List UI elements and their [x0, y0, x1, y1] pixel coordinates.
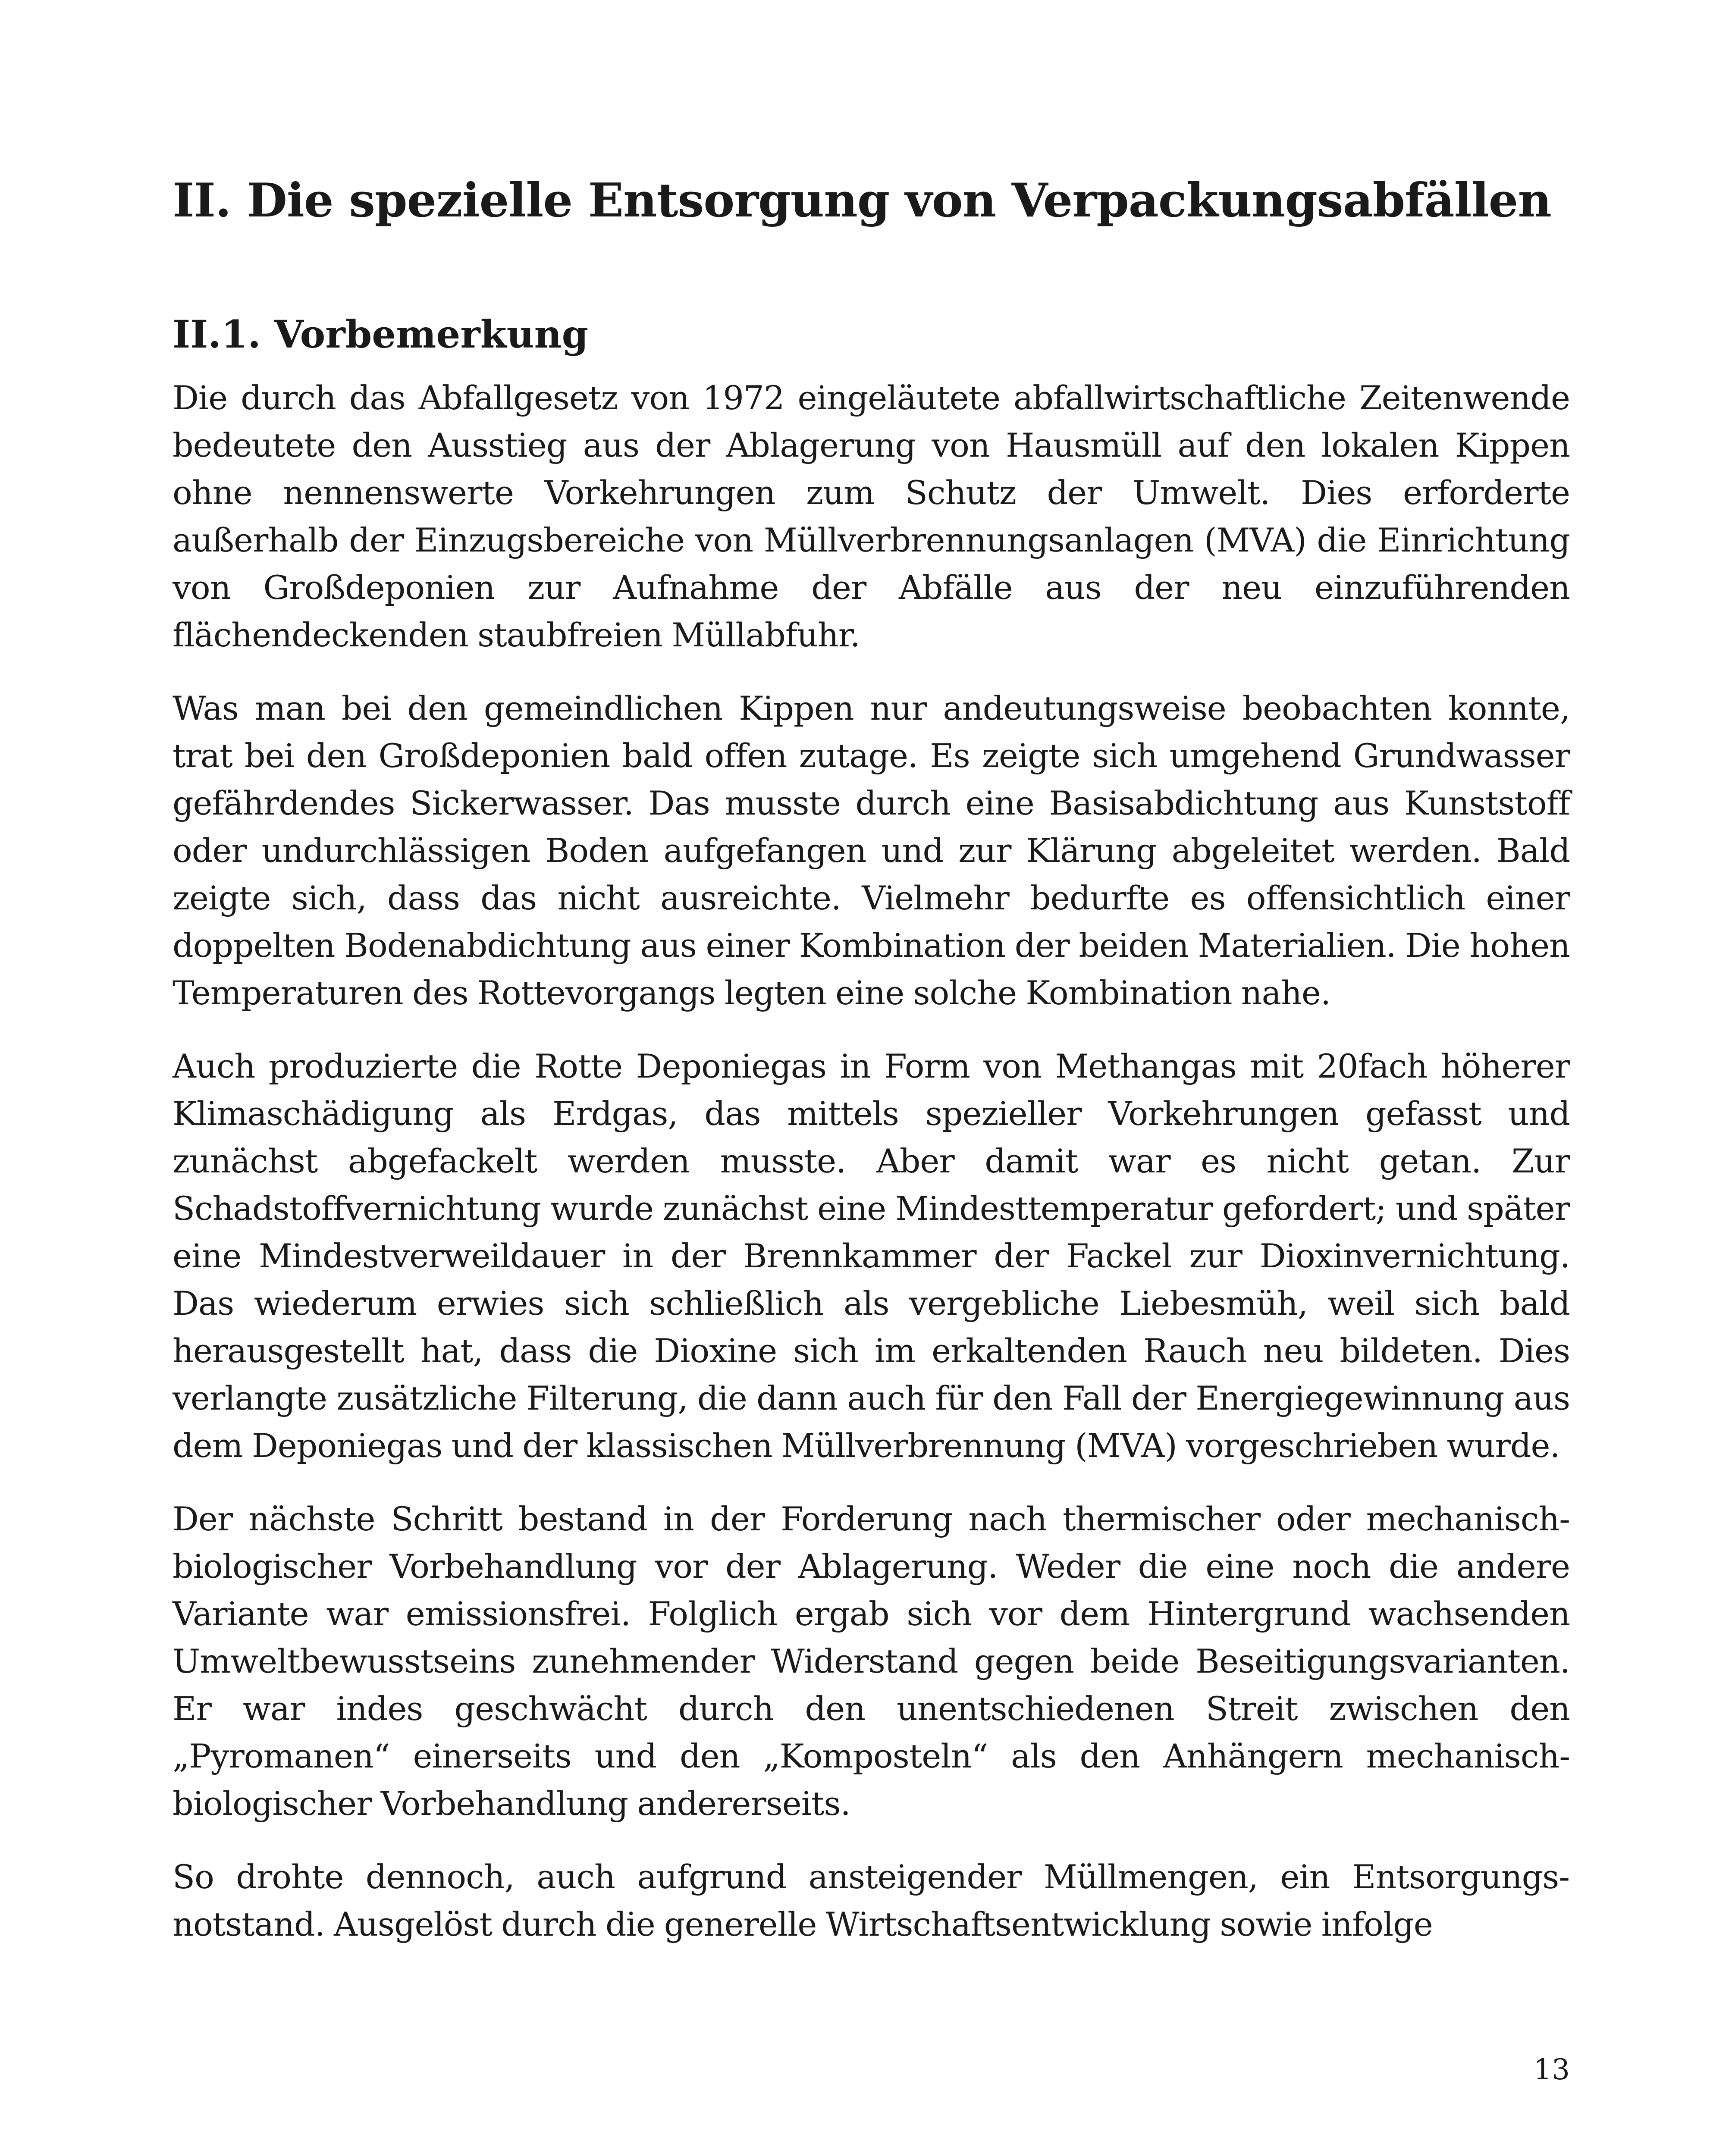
paragraph-2: Was man bei den gemeindlichen Kippen nur andeutungsweise beobachten konnte, trat bei den Großdeponien bald offen zutage. Es zeigte sich umgehend Grundwasser gefährdendes Sickerwasser. Das musste durch eine Basisabdichtung aus Kunststoff oder undurchlässigen Boden aufgefangen und zur Klärung abgeleitet werden. Bald zeigte sich, dass das nicht ausreichte. Vielmehr bedurfte es offensichtlich einer doppelten Bodenabdichtung aus einer Kombination der beiden Materialien. Die hohen Temperaturen des Rottevorgangs legten eine solche Kombination nahe.: [173, 689, 1570, 1012]
paragraph-1: Die durch das Abfallgesetz von 1972 eingeläutete abfallwirtschaftliche Zeitenwende bedeutete den Ausstieg aus der Ablagerung von Hausmüll auf den lokalen Kippen ohne nennenswerte Vorkehrungen zum Schutz der Umwelt. Dies erforderte außerhalb der Einzugsbereiche von Müllverbrennungsanlagen (MVA) die Einrichtung von Großdeponien zur Aufnahme der Abfälle aus der neu einzuführenden flächendeckenden staubfreien Müllabfuhr.: [173, 379, 1570, 654]
page-content: [173, 172, 1570, 1974]
section-title: II.1. Vorbemerkung: [173, 312, 589, 357]
paragraph-4: Der nächste Schritt bestand in der Forderung nach thermischer oder mechanisch-biologischer Vorbehandlung vor der Ablagerung. Weder die eine noch die andere Variante war emissionsfrei. Folglich ergab sich vor dem Hintergrund wachsenden Umweltbewusstseins zunehmender Widerstand gegen beide Beseitigungsvarianten. Er war indes geschwächt durch den unentschiedenen Streit zwischen den „Pyromanen“ einerseits und den „Komposteln“ als den Anhängern mechanisch-biologischer Vorbehandlung andererseits.: [173, 1500, 1570, 1823]
paragraph-3: Auch produzierte die Rotte Deponiegas in Form von Methangas mit 20fach höherer Klimaschädigung als Erdgas, das mittels spezieller Vorkehrungen gefasst und zunächst abgefackelt werden musste. Aber damit war es nicht getan. Zur Schadstoffvernichtung wurde zunächst eine Mindesttemperatur gefordert; und später eine Mindestverweildauer in der Brennkammer der Fackel zur Dioxinvernichtung. Das wiederum erwies sich schließlich als vergebliche Liebesmüh, weil sich bald herausgestellt hat, dass die Dioxine sich im erkaltenden Rauch neu bildeten. Dies verlangte zusätzliche Filterung, die dann auch für den Fall der Energiegewinnung aus dem Deponiegas und der klassischen Müllverbrennung (MVA) vorgeschrieben wurde.: [173, 1047, 1570, 1465]
page-number: 13: [1534, 2053, 1570, 2086]
paragraph-5: So drohte dennoch, auch aufgrund ansteigender Müllmengen, ein Entsorgungsnotstand. Ausgelöst durch die generelle Wirtschaftsentwicklung sowie infolge: [173, 1858, 1570, 1943]
chapter-title: II. Die spezielle Entsorgung von Verpackungsabfällen: [173, 173, 1551, 228]
